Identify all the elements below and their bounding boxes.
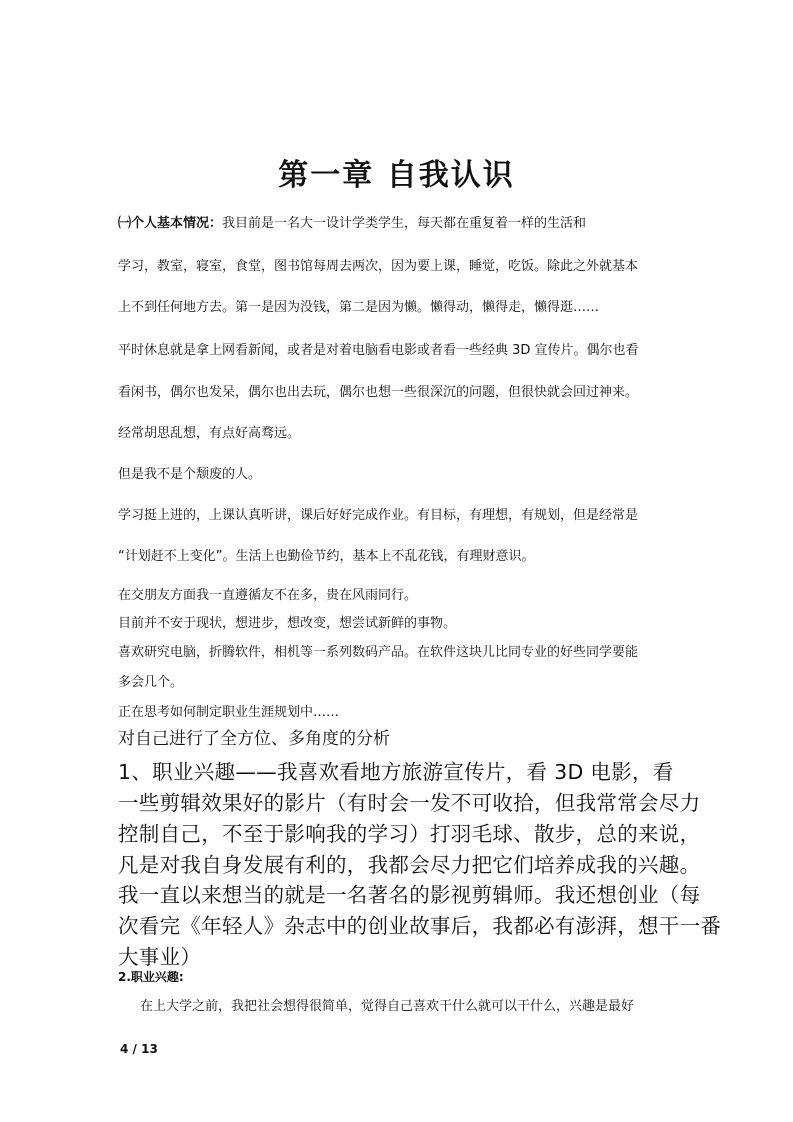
analysis-heading: 对自己进行了全方位、多角度的分析 [118,729,390,749]
interest-line: 1、职业兴趣——我喜欢看地方旅游宣传片，看 3D 电影，看 [118,760,674,784]
paragraph-line: 多会几个。 [118,675,184,690]
paragraph-line: 平时休息就是拿上网看新闻，或者是对着电脑看电影或者看一些经典 3D 宣传片。偶尔也看 [118,343,639,358]
paragraph-line [118,212,586,231]
paragraph-line: 但是我不是个颓废的人。 [118,467,262,482]
paragraph-line: 上不到任何地方去。第一是因为没钱，第二是因为懒。懒得动，懒得走，懒得逛…… [118,300,600,315]
interest-line: 凡是对我自身发展有利的，我都会尽力把它们培养成我的兴趣。 [118,853,701,877]
paragraph-line: 目前并不安于现状，想进步，想改变，想尝试新鲜的事物。 [118,616,457,631]
paragraph-line: 学习，教室，寝室，食堂，图书馆每周去两次，因为要上课，睡觉，吃饭。除此之外就基本 [118,259,639,274]
paragraph-text: 我目前是一名大一设计学类学生，每天都在重复着一样的生活和 [222,216,587,231]
paragraph-line: 在上大学之前，我把社会想得很简单，觉得自己喜欢干什么就可以干什么，兴趣是最好 [140,999,635,1014]
page-number: 4 / 13 [120,1042,158,1056]
interest-line: 次看完《年轻人》杂志中的创业故事后，我都必有澎湃，想干一番 [118,914,722,938]
interest-line: 一些剪辑效果好的影片（有时会一发不可收拾，但我常常会尽力 [118,791,701,815]
paragraph-line: 在交朋友方面我一直遵循友不在多，贵在风雨同行。 [118,588,418,603]
section-heading: 2.职业兴趣: [118,970,184,984]
paragraph-line: 正在思考如何制定职业生涯规划中…… [118,705,340,720]
section-label: ㈠个人基本情况： [118,216,223,231]
interest-line: 大事业） [118,945,202,969]
paragraph-line: 学习挺上进的，上课认真听讲，课后好好完成作业。有目标，有理想，有规划，但是经常是 [118,508,639,523]
chapter-title: 第一章 自我认识 [278,158,515,193]
interest-line: 我一直以来想当的就是一名著名的影视剪辑师。我还想创业（每 [118,883,701,907]
paragraph-line: 经常胡思乱想，有点好高骛远。 [118,426,301,441]
paragraph-line: “计划赶不上变化”。生活上也勤俭节约，基本上不乱花钱，有理财意识。 [118,549,535,564]
paragraph-line: 喜欢研究电脑，折腾软件，相机等一系列数码产品。在软件这块儿比同专业的好些同学要能 [118,645,639,660]
interest-line: 控制自己，不至于影响我的学习）打羽毛球、散步，总的来说， [118,822,701,846]
paragraph-line: 看闲书，偶尔也发呆，偶尔也出去玩，偶尔也想一些很深沉的问题，但很快就会回过神来。 [118,385,639,400]
